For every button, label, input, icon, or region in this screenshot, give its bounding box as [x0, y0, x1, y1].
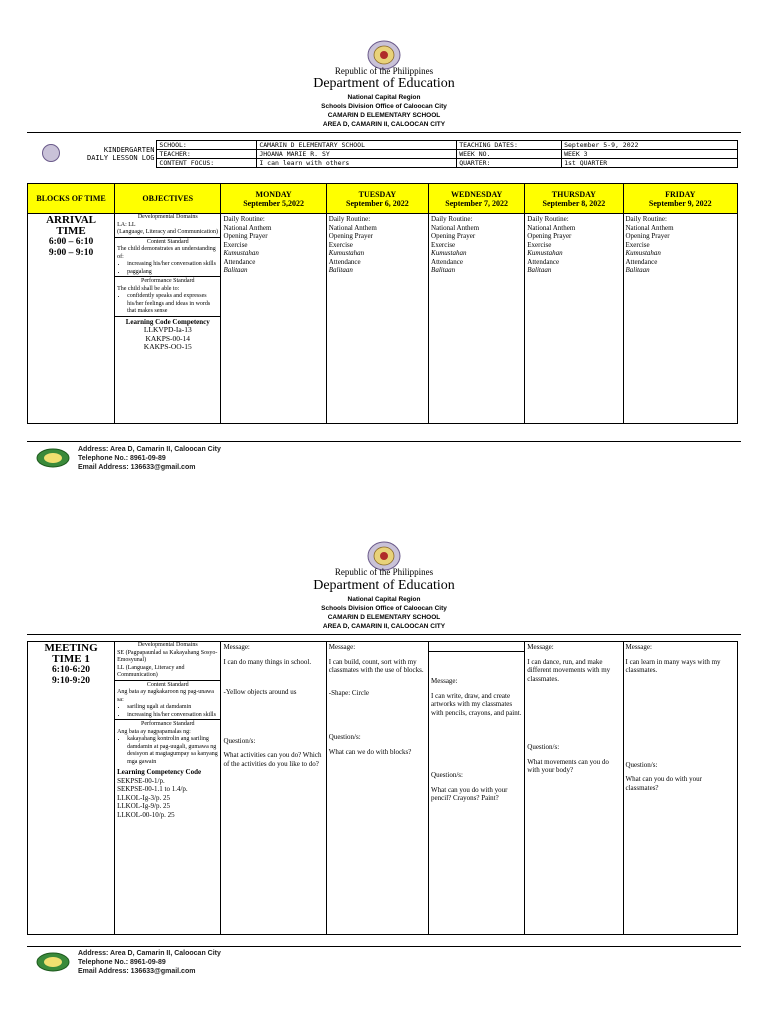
- quarter-value: 1st QUARTER: [562, 159, 738, 168]
- region-text-2: National Capital Region: [347, 596, 421, 603]
- school-label: SCHOOL:: [157, 141, 257, 150]
- col-objectives: OBJECTIVES: [115, 184, 221, 214]
- col-monday: MONDAY September 5,2022: [221, 184, 326, 214]
- tuesday-routine-cell: Daily Routine: National Anthem Opening Prayer Exercise Kumustahan Attendance Balitaan: [326, 214, 428, 424]
- meeting-objectives-cell: Developmental Domains SE (Pagpapaunlad sa Kakayahang Sosyo-Emosyunal) LL (Language, Literacy and Communication) Content Standard Ang bata ay nagkakaroon ng pag-unawa sa: • sariling ugali at damdamin • increasing his/her conversation skills Performance Standard Ang bata ay nagpapamalas ng: • kakayahang kontrolin ang sariling damdamin at pag-uugali, gumawa ng desisyon at magtagumpay sa kanyang mga gawain Learning Competency Code SEKPSE-00-1/p. SEKPSE-00-1.1 to 1.4/p. LLKOL-Ig-3/p. 25 LLKOL-Ig-9/p. 25 LLKOL-00-10/p. 25: [115, 642, 221, 935]
- friday-routine-cell: Daily Routine: National Anthem Opening Prayer Exercise Kumustahan Attendance Balitaan: [623, 214, 738, 424]
- col-blocks-of-time: BLOCKS OF TIME: [28, 184, 115, 214]
- friday-meeting-cell: Message: I can learn in many ways with my classmates. Question/s: What can you do with your classmates?: [623, 642, 738, 935]
- footer-email: Email Address: 136633@gmail.com: [78, 464, 196, 471]
- week-label: WEEK NO.: [457, 150, 562, 159]
- focus-label: CONTENT FOCUS:: [157, 159, 257, 168]
- department-title: Department of Education: [313, 76, 455, 91]
- division-text-2: Schools Division Office of Caloocan City: [321, 605, 447, 612]
- footer-rule-2: [27, 946, 741, 947]
- republic-text: Republic of the Philippines: [334, 66, 434, 76]
- col-wednesday: WEDNESDAY September 7, 2022: [429, 184, 525, 214]
- wednesday-routine-cell: Daily Routine: National Anthem Opening Prayer Exercise Kumustahan Attendance Balitaan: [429, 214, 525, 424]
- teacher-label: TEACHER:: [157, 150, 257, 159]
- monday-routine-cell: Daily Routine: National Anthem Opening Prayer Exercise Kumustahan Attendance Balitaan: [221, 214, 326, 424]
- arrival-time-cell: ARRIVAL TIME 6:00 – 6:10 9:00 – 9:10: [28, 214, 115, 424]
- quarter-label: QUARTER:: [457, 159, 562, 168]
- footer-address-2: Address: Area D, Camarin II, Caloocan City: [78, 950, 221, 957]
- region-text: National Capital Region: [347, 94, 421, 101]
- footer-rule-1: [27, 441, 741, 442]
- wednesday-meeting-cell: Message: I can write, draw, and create artworks with my classmates with pencils, crayons, and paint. Question/s: What can you do with your pencil? Crayons? Paint?: [429, 642, 525, 935]
- info-table: [27, 140, 738, 168]
- dll-title-cell: [27, 141, 157, 168]
- school-text: CAMARIN D ELEMENTARY SCHOOL: [327, 112, 441, 119]
- dll-title-line2: DAILY LESSON LOG: [86, 154, 155, 162]
- dll-title-line1: KINDERGARTEN: [103, 146, 155, 154]
- arrival-objectives-cell: Developmental Domains LA: LL (Language, Literacy and Communication) Content Standard The child demonstrates an understanding of: • increasing his/her conversation skills • paggalang Performance Standard The child shall be able to: • confidently speaks and expresses his/her feelings and ideas in words that makes sense Learning Code Competency LLKVPD-Ia-13 KAKPS-00-14 KAKPS-OO-15: [115, 214, 221, 424]
- meeting-time-cell: MEETING TIME 1 6:10-6:20 9:10-9:20: [28, 642, 115, 935]
- school-text-2: CAMARIN D ELEMENTARY SCHOOL: [327, 614, 441, 621]
- footer-address: Address: Area D, Camarin II, Caloocan City: [78, 446, 221, 453]
- focus-value: I can learn with others: [257, 159, 457, 168]
- footer-telephone: Telephone No.: 8961-09-89: [78, 455, 166, 462]
- monday-meeting-cell: Message: I can do many things in school. -Yellow objects around us Question/s: What activities can you do? Which of the activities do you like to do?: [221, 642, 326, 935]
- tuesday-meeting-cell: Message: I can build, count, sort with my classmates with the use of blocks. -Shape: Circle Question/s: What can we do with blocks?: [326, 642, 428, 935]
- col-friday: FRIDAY September 9, 2022: [623, 184, 738, 214]
- department-title-2: Department of Education: [313, 578, 455, 593]
- lesson-log-table-2: [27, 641, 738, 935]
- thursday-meeting-cell: Message: I can dance, run, and make different movements with my classmates. Question/s: What movements can you do with your body?: [525, 642, 623, 935]
- teacher-value: JHOANA MARIE R. SY: [257, 150, 457, 159]
- header-rule-2: [27, 634, 741, 635]
- header-rule: [27, 132, 741, 133]
- deped-seal-small-icon: [42, 144, 60, 162]
- school-value: CAMARIN D ELEMENTARY SCHOOL: [257, 141, 457, 150]
- footer-telephone-2: Telephone No.: 8961-09-89: [78, 959, 166, 966]
- col-thursday: THURSDAY September 8, 2022: [525, 184, 623, 214]
- footer-email-2: Email Address: 136633@gmail.com: [78, 968, 196, 975]
- thursday-routine-cell: Daily Routine: National Anthem Opening Prayer Exercise Kumustahan Attendance Balitaan: [525, 214, 623, 424]
- dates-value: September 5-9, 2022: [562, 141, 738, 150]
- lesson-log-table: [27, 183, 738, 424]
- area-text-2: AREA D, CAMARIN II, CALOOCAN CITY: [322, 623, 446, 630]
- school-logo-icon: [36, 952, 70, 972]
- republic-text-2: Republic of the Philippines: [334, 567, 434, 577]
- division-text: Schools Division Office of Caloocan City: [321, 103, 447, 110]
- school-logo-icon: [36, 448, 70, 468]
- col-tuesday: TUESDAY September 6, 2022: [326, 184, 428, 214]
- dates-label: TEACHING DATES:: [457, 141, 562, 150]
- area-text: AREA D, CAMARIN II, CALOOCAN CITY: [322, 121, 446, 128]
- week-value: WEEK 3: [562, 150, 738, 159]
